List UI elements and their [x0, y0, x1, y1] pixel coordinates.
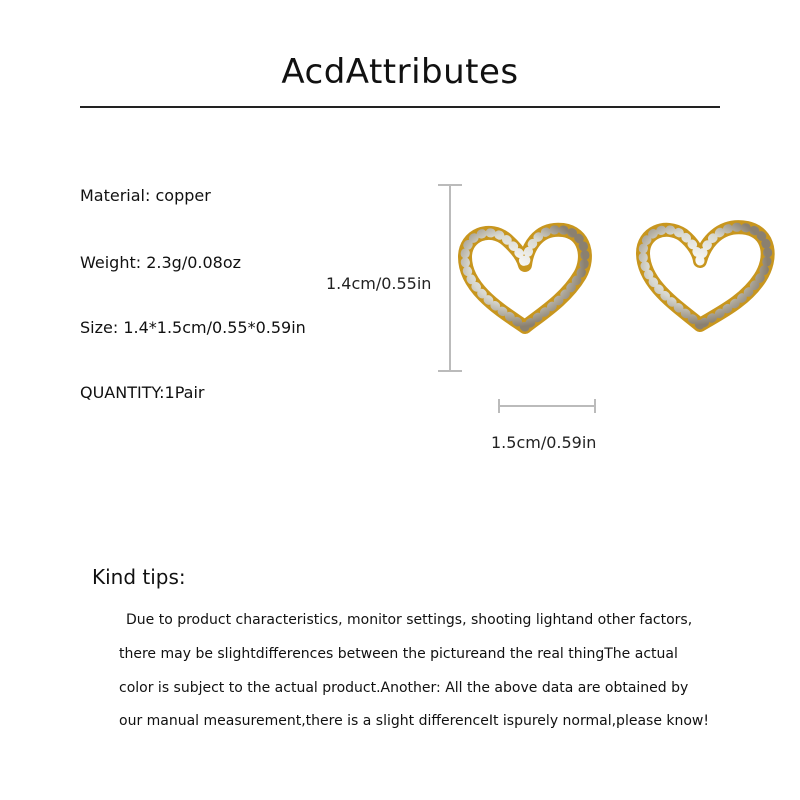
tip-line-2: there may be slightdifferences between the pictureand the real thingThe actual — [119, 646, 678, 662]
attribute-quantity: QUANTITY:1Pair — [80, 383, 205, 402]
heart-earring-icon — [643, 227, 768, 325]
attribute-weight: Weight: 2.3g/0.08oz — [80, 253, 242, 272]
attribute-material: Material: copper — [80, 186, 211, 205]
title-divider — [80, 106, 720, 108]
attribute-size: Size: 1.4*1.5cm/0.55*0.59in — [80, 318, 306, 337]
heart-earring-icon — [465, 230, 585, 327]
page-title: AcdAttributes — [281, 52, 519, 92]
height-label: 1.4cm/0.55in — [326, 274, 432, 293]
product-photo — [430, 175, 800, 385]
width-dimension-marker — [495, 396, 600, 416]
tip-line-4: our manual measurement,there is a slight differenceIt ispurely normal,please know! — [119, 713, 709, 729]
width-label: 1.5cm/0.59in — [491, 433, 597, 452]
tip-line-1: Due to product characteristics, monitor settings, shooting lightand other factors, — [126, 612, 693, 628]
tip-line-3: color is subject to the actual product.Another: All the above data are obtained by — [119, 680, 689, 696]
tips-title: Kind tips: — [92, 565, 186, 589]
